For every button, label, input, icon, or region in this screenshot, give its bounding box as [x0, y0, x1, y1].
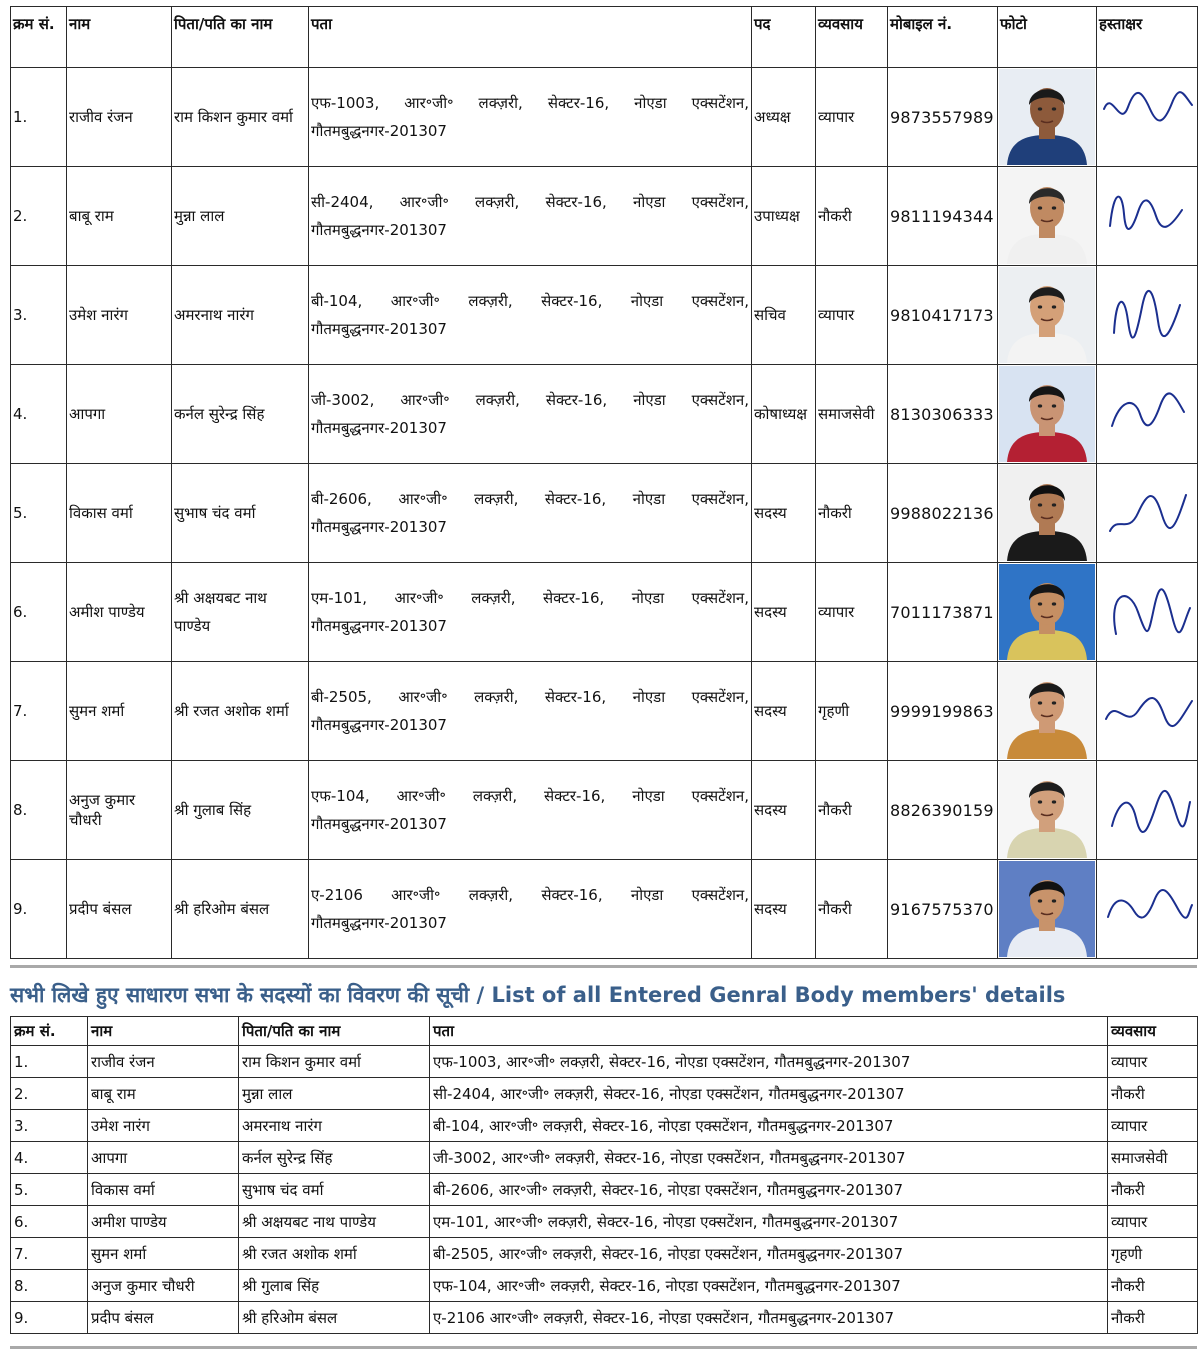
- address-cell: एफ-104, आर॰जी॰ लक्ज़री, सेक्टर-16, नोएडा एक्सटेंशन, गौतमबुद्धनगर-201307: [309, 761, 752, 860]
- post-cell: सदस्य: [752, 464, 816, 563]
- serial-cell: 9.: [11, 860, 67, 959]
- gb-occupation-cell: व्यापार: [1108, 1046, 1198, 1078]
- general-body-row: [11, 1174, 1198, 1206]
- gb-header-occupation: व्यवसाय: [1108, 1017, 1198, 1046]
- general-body-row: [11, 1142, 1198, 1174]
- gb-name-cell: सुमन शर्मा: [88, 1238, 239, 1270]
- office-bearers-body: [11, 68, 1198, 959]
- mobile-cell: 8130306333: [888, 365, 998, 464]
- gb-header-father-name: पिता/पति का नाम: [239, 1017, 430, 1046]
- gb-father-name-cell: अमरनाथ नारंग: [239, 1110, 430, 1142]
- name-cell: आपगा: [67, 365, 172, 464]
- gb-address-cell: एफ-1003, आर॰जी॰ लक्ज़री, सेक्टर-16, नोएडा एक्सटेंशन, गौतमबुद्धनगर-201307: [430, 1046, 1108, 1078]
- gb-serial-cell: 5.: [11, 1174, 88, 1206]
- address-cell: एफ-1003, आर॰जी॰ लक्ज़री, सेक्टर-16, नोएडा एक्सटेंशन, गौतमबुद्धनगर-201307: [309, 68, 752, 167]
- occupation-cell: व्यापार: [816, 68, 888, 167]
- father-name-cell: अमरनाथ नारंग: [172, 266, 309, 365]
- post-cell: उपाध्यक्ष: [752, 167, 816, 266]
- name-cell: उमेश नारंग: [67, 266, 172, 365]
- header-photo: फोटो: [998, 7, 1097, 68]
- member-photo: [999, 69, 1095, 165]
- general-body-table: [10, 1016, 1198, 1334]
- photo-cell: [998, 563, 1097, 662]
- gb-father-name-cell: श्री रजत अशोक शर्मा: [239, 1238, 430, 1270]
- signature-cell: [1097, 563, 1198, 662]
- mobile-cell: 8826390159: [888, 761, 998, 860]
- serial-cell: 4.: [11, 365, 67, 464]
- father-name-cell: श्री हरिओम बंसल: [172, 860, 309, 959]
- father-name-cell: सुभाष चंद वर्मा: [172, 464, 309, 563]
- header-father-name: पिता/पति का नाम: [172, 7, 309, 68]
- office-bearer-row: [11, 662, 1198, 761]
- occupation-cell: व्यापार: [816, 266, 888, 365]
- office-bearer-row: [11, 860, 1198, 959]
- gb-occupation-cell: नौकरी: [1108, 1078, 1198, 1110]
- photo-cell: [998, 365, 1097, 464]
- gb-serial-cell: 4.: [11, 1142, 88, 1174]
- gb-name-cell: प्रदीप बंसल: [88, 1302, 239, 1334]
- general-body-row: [11, 1078, 1198, 1110]
- post-cell: कोषाध्यक्ष: [752, 365, 816, 464]
- post-cell: सदस्य: [752, 563, 816, 662]
- mobile-cell: 9873557989: [888, 68, 998, 167]
- serial-cell: 1.: [11, 68, 67, 167]
- name-cell: अनुज कुमार चौधरी: [67, 761, 172, 860]
- post-cell: सदस्य: [752, 761, 816, 860]
- office-bearer-row: [11, 563, 1198, 662]
- signature-cell: [1097, 365, 1198, 464]
- general-body-row: [11, 1046, 1198, 1078]
- serial-cell: 7.: [11, 662, 67, 761]
- name-cell: बाबू राम: [67, 167, 172, 266]
- member-photo: [999, 564, 1095, 660]
- photo-cell: [998, 266, 1097, 365]
- general-body-title: सभी लिखे हुए साधारण सभा के सदस्यों का विवरण की सूची / List of all Entered Genral Body members' details: [10, 983, 1066, 1007]
- address-cell: एम-101, आर॰जी॰ लक्ज़री, सेक्टर-16, नोएडा एक्सटेंशन, गौतमबुद्धनगर-201307: [309, 563, 752, 662]
- post-cell: अध्यक्ष: [752, 68, 816, 167]
- office-bearer-row: [11, 365, 1198, 464]
- address-cell: बी-2505, आर॰जी॰ लक्ज़री, सेक्टर-16, नोएडा एक्सटेंशन, गौतमबुद्धनगर-201307: [309, 662, 752, 761]
- occupation-cell: समाजसेवी: [816, 365, 888, 464]
- mobile-cell: 9810417173: [888, 266, 998, 365]
- gb-father-name-cell: सुभाष चंद वर्मा: [239, 1174, 430, 1206]
- gb-name-cell: अमीश पाण्डेय: [88, 1206, 239, 1238]
- header-mobile: मोबाइल नं.: [888, 7, 998, 68]
- gb-name-cell: बाबू राम: [88, 1078, 239, 1110]
- gb-address-cell: एफ-104, आर॰जी॰ लक्ज़री, सेक्टर-16, नोएडा एक्सटेंशन, गौतमबुद्धनगर-201307: [430, 1270, 1108, 1302]
- mobile-cell: 9167575370: [888, 860, 998, 959]
- header-serial: क्रम सं.: [11, 7, 67, 68]
- member-photo: [999, 762, 1095, 858]
- gb-occupation-cell: नौकरी: [1108, 1270, 1198, 1302]
- gb-name-cell: उमेश नारंग: [88, 1110, 239, 1142]
- occupation-cell: नौकरी: [816, 860, 888, 959]
- address-cell: बी-2606, आर॰जी॰ लक्ज़री, सेक्टर-16, नोएडा एक्सटेंशन, गौतमबुद्धनगर-201307: [309, 464, 752, 563]
- occupation-cell: नौकरी: [816, 761, 888, 860]
- member-signature: [1098, 267, 1196, 363]
- photo-cell: [998, 464, 1097, 563]
- occupation-cell: नौकरी: [816, 167, 888, 266]
- gb-father-name-cell: श्री अक्षयबट नाथ पाण्डेय: [239, 1206, 430, 1238]
- member-signature: [1098, 663, 1196, 759]
- member-photo: [999, 861, 1095, 957]
- section-divider-bottom: [10, 1346, 1197, 1349]
- member-signature: [1098, 465, 1196, 561]
- office-bearer-row: [11, 68, 1198, 167]
- gb-father-name-cell: श्री गुलाब सिंह: [239, 1270, 430, 1302]
- photo-cell: [998, 167, 1097, 266]
- member-photo: [999, 465, 1095, 561]
- mobile-cell: 9811194344: [888, 167, 998, 266]
- address-cell: ए-2106 आर॰जी॰ लक्ज़री, सेक्टर-16, नोएडा एक्सटेंशन, गौतमबुद्धनगर-201307: [309, 860, 752, 959]
- header-signature: हस्ताक्षर: [1097, 7, 1198, 68]
- gb-name-cell: अनुज कुमार चौधरी: [88, 1270, 239, 1302]
- photo-cell: [998, 68, 1097, 167]
- gb-father-name-cell: श्री हरिओम बंसल: [239, 1302, 430, 1334]
- header-occupation: व्यवसाय: [816, 7, 888, 68]
- name-cell: प्रदीप बंसल: [67, 860, 172, 959]
- gb-address-cell: ए-2106 आर॰जी॰ लक्ज़री, सेक्टर-16, नोएडा एक्सटेंशन, गौतमबुद्धनगर-201307: [430, 1302, 1108, 1334]
- gb-occupation-cell: व्यापार: [1108, 1206, 1198, 1238]
- general-body-header-row: [11, 1017, 1198, 1046]
- gb-address-cell: सी-2404, आर॰जी॰ लक्ज़री, सेक्टर-16, नोएडा एक्सटेंशन, गौतमबुद्धनगर-201307: [430, 1078, 1108, 1110]
- gb-occupation-cell: गृहणी: [1108, 1238, 1198, 1270]
- father-name-cell: मुन्ना लाल: [172, 167, 309, 266]
- address-cell: बी-104, आर॰जी॰ लक्ज़री, सेक्टर-16, नोएडा एक्सटेंशन, गौतमबुद्धनगर-201307: [309, 266, 752, 365]
- gb-header-serial: क्रम सं.: [11, 1017, 88, 1046]
- signature-cell: [1097, 761, 1198, 860]
- father-name-cell: श्री रजत अशोक शर्मा: [172, 662, 309, 761]
- photo-cell: [998, 761, 1097, 860]
- mobile-cell: 7011173871: [888, 563, 998, 662]
- member-photo: [999, 267, 1095, 363]
- post-cell: सदस्य: [752, 860, 816, 959]
- office-bearers-table: [10, 6, 1198, 959]
- office-bearer-row: [11, 266, 1198, 365]
- general-body-row: [11, 1270, 1198, 1302]
- occupation-cell: व्यापार: [816, 563, 888, 662]
- serial-cell: 3.: [11, 266, 67, 365]
- mobile-cell: 9988022136: [888, 464, 998, 563]
- mobile-cell: 9999199863: [888, 662, 998, 761]
- member-signature: [1098, 762, 1196, 858]
- member-photo: [999, 168, 1095, 264]
- header-post: पद: [752, 7, 816, 68]
- photo-cell: [998, 662, 1097, 761]
- father-name-cell: कर्नल सुरेन्द्र सिंह: [172, 365, 309, 464]
- gb-address-cell: बी-2606, आर॰जी॰ लक्ज़री, सेक्टर-16, नोएडा एक्सटेंशन, गौतमबुद्धनगर-201307: [430, 1174, 1108, 1206]
- gb-occupation-cell: नौकरी: [1108, 1174, 1198, 1206]
- gb-father-name-cell: कर्नल सुरेन्द्र सिंह: [239, 1142, 430, 1174]
- post-cell: सचिव: [752, 266, 816, 365]
- gb-father-name-cell: राम किशन कुमार वर्मा: [239, 1046, 430, 1078]
- member-signature: [1098, 168, 1196, 264]
- general-body-row: [11, 1110, 1198, 1142]
- header-address: पता: [309, 7, 752, 68]
- signature-cell: [1097, 464, 1198, 563]
- gb-name-cell: आपगा: [88, 1142, 239, 1174]
- office-bearers-header-row: [11, 7, 1198, 68]
- signature-cell: [1097, 167, 1198, 266]
- office-bearer-row: [11, 761, 1198, 860]
- gb-address-cell: बी-104, आर॰जी॰ लक्ज़री, सेक्टर-16, नोएडा एक्सटेंशन, गौतमबुद्धनगर-201307: [430, 1110, 1108, 1142]
- gb-header-name: नाम: [88, 1017, 239, 1046]
- office-bearer-row: [11, 167, 1198, 266]
- occupation-cell: गृहणी: [816, 662, 888, 761]
- gb-occupation-cell: व्यापार: [1108, 1110, 1198, 1142]
- general-body-body: [11, 1046, 1198, 1334]
- gb-serial-cell: 3.: [11, 1110, 88, 1142]
- gb-serial-cell: 9.: [11, 1302, 88, 1334]
- section-divider-top: [10, 965, 1197, 968]
- signature-cell: [1097, 860, 1198, 959]
- father-name-cell: श्री अक्षयबट नाथ पाण्डेय: [172, 563, 309, 662]
- name-cell: विकास वर्मा: [67, 464, 172, 563]
- gb-name-cell: राजीव रंजन: [88, 1046, 239, 1078]
- father-name-cell: श्री गुलाब सिंह: [172, 761, 309, 860]
- post-cell: सदस्य: [752, 662, 816, 761]
- general-body-row: [11, 1302, 1198, 1334]
- signature-cell: [1097, 662, 1198, 761]
- member-signature: [1098, 564, 1196, 660]
- general-body-row: [11, 1206, 1198, 1238]
- gb-father-name-cell: मुन्ना लाल: [239, 1078, 430, 1110]
- serial-cell: 6.: [11, 563, 67, 662]
- header-name: नाम: [67, 7, 172, 68]
- gb-name-cell: विकास वर्मा: [88, 1174, 239, 1206]
- signature-cell: [1097, 68, 1198, 167]
- gb-address-cell: एम-101, आर॰जी॰ लक्ज़री, सेक्टर-16, नोएडा एक्सटेंशन, गौतमबुद्धनगर-201307: [430, 1206, 1108, 1238]
- name-cell: सुमन शर्मा: [67, 662, 172, 761]
- gb-serial-cell: 1.: [11, 1046, 88, 1078]
- member-photo: [999, 663, 1095, 759]
- photo-cell: [998, 860, 1097, 959]
- signature-cell: [1097, 266, 1198, 365]
- gb-address-cell: बी-2505, आर॰जी॰ लक्ज़री, सेक्टर-16, नोएडा एक्सटेंशन, गौतमबुद्धनगर-201307: [430, 1238, 1108, 1270]
- member-photo: [999, 366, 1095, 462]
- gb-occupation-cell: समाजसेवी: [1108, 1142, 1198, 1174]
- member-signature: [1098, 861, 1196, 957]
- address-cell: सी-2404, आर॰जी॰ लक्ज़री, सेक्टर-16, नोएडा एक्सटेंशन, गौतमबुद्धनगर-201307: [309, 167, 752, 266]
- office-bearer-row: [11, 464, 1198, 563]
- member-signature: [1098, 366, 1196, 462]
- gb-header-address: पता: [430, 1017, 1108, 1046]
- serial-cell: 8.: [11, 761, 67, 860]
- general-body-row: [11, 1238, 1198, 1270]
- gb-serial-cell: 6.: [11, 1206, 88, 1238]
- member-signature: [1098, 69, 1196, 165]
- gb-occupation-cell: नौकरी: [1108, 1302, 1198, 1334]
- address-cell: जी-3002, आर॰जी॰ लक्ज़री, सेक्टर-16, नोएडा एक्सटेंशन, गौतमबुद्धनगर-201307: [309, 365, 752, 464]
- gb-serial-cell: 7.: [11, 1238, 88, 1270]
- gb-serial-cell: 8.: [11, 1270, 88, 1302]
- occupation-cell: नौकरी: [816, 464, 888, 563]
- gb-serial-cell: 2.: [11, 1078, 88, 1110]
- father-name-cell: राम किशन कुमार वर्मा: [172, 68, 309, 167]
- serial-cell: 2.: [11, 167, 67, 266]
- serial-cell: 5.: [11, 464, 67, 563]
- name-cell: अमीश पाण्डेय: [67, 563, 172, 662]
- name-cell: राजीव रंजन: [67, 68, 172, 167]
- gb-address-cell: जी-3002, आर॰जी॰ लक्ज़री, सेक्टर-16, नोएडा एक्सटेंशन, गौतमबुद्धनगर-201307: [430, 1142, 1108, 1174]
